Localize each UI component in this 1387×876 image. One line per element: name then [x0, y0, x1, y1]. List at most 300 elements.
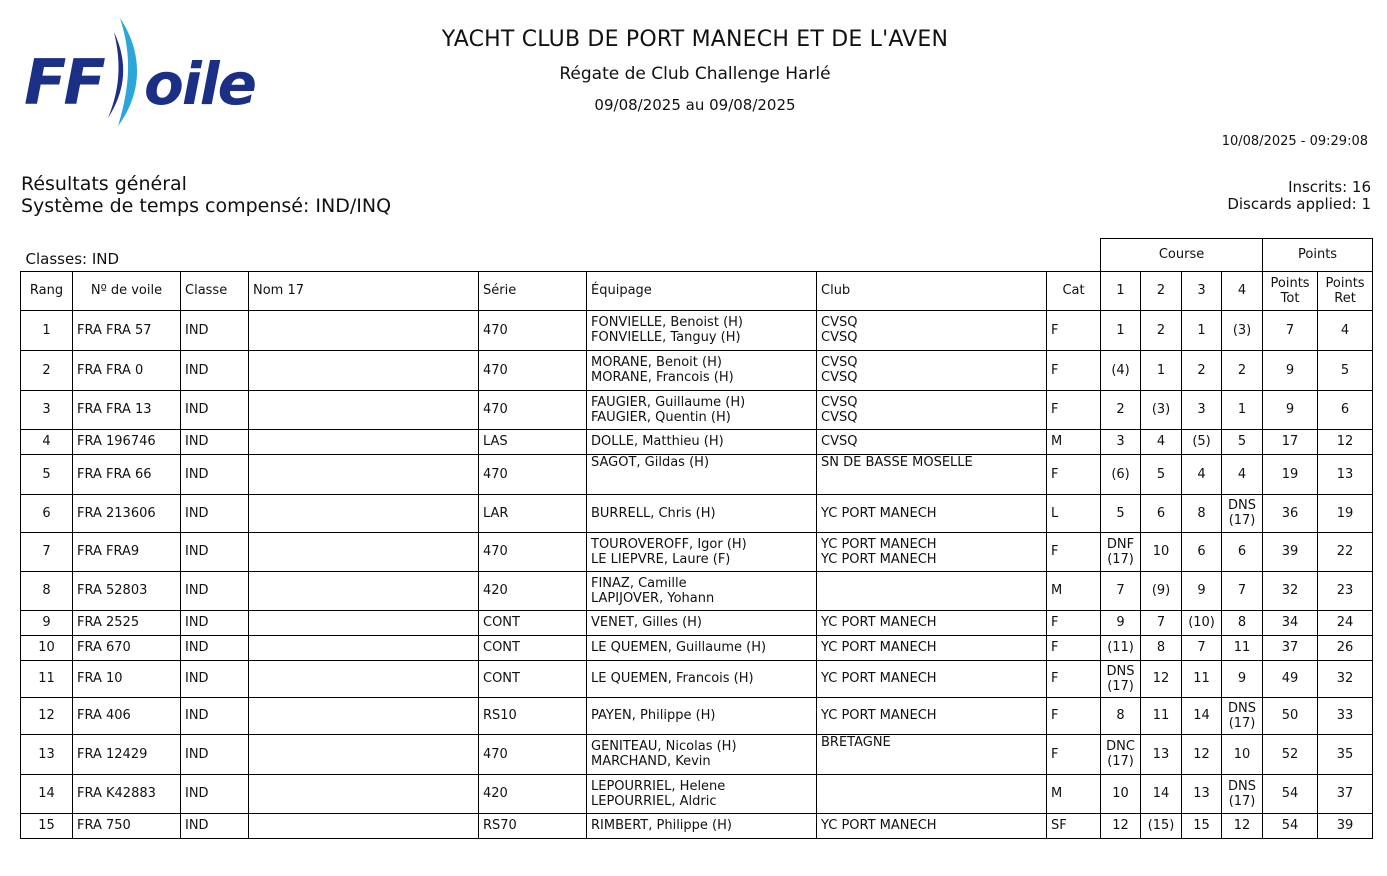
nom-cell	[249, 494, 479, 532]
nom-cell	[249, 454, 479, 494]
crew-cell	[587, 454, 817, 494]
race-1-cell-line: (17)	[1107, 551, 1134, 567]
col-serie: Série	[479, 271, 587, 310]
rang-cell: 14	[21, 774, 73, 813]
crew-cell-line: LEPOURRIEL, Aldric	[591, 793, 717, 809]
club-cell	[817, 494, 1047, 532]
classe-cell: IND	[181, 310, 249, 350]
rang-cell: 1	[21, 310, 73, 350]
race-2-cell	[1141, 429, 1182, 454]
race-4-cell-line: 7	[1237, 583, 1247, 598]
serie-cell: CONT	[479, 635, 587, 660]
club-cell	[817, 697, 1047, 734]
points-tot-cell: 19	[1263, 454, 1318, 494]
race-1-cell-line: 5	[1116, 505, 1125, 521]
crew-cell-line: MARCHAND, Kevin	[591, 754, 711, 769]
club-cell-line: YC PORT MANECH	[821, 551, 937, 567]
race-3-cell	[1182, 310, 1222, 350]
cat-cell: F	[1047, 635, 1101, 660]
race-3-cell-line: 8	[1197, 505, 1206, 521]
race-4-cell-line: DNS	[1228, 700, 1257, 716]
crew-cell	[587, 774, 817, 813]
crew-cell	[587, 429, 817, 454]
club-cell-line: YC PORT MANECH	[821, 640, 937, 655]
crew-cell-line: LAPIJOVER, Yohann	[591, 590, 715, 606]
race-1-cell	[1101, 429, 1141, 454]
cat-cell: F	[1047, 310, 1101, 350]
race-2-cell-line: 13	[1152, 746, 1170, 762]
club-cell	[817, 429, 1047, 454]
race-2-cell	[1141, 610, 1182, 635]
race-1-cell	[1101, 697, 1141, 734]
points-ret-cell: 39	[1318, 813, 1373, 838]
table-row	[21, 310, 1373, 350]
race-2-cell	[1141, 310, 1182, 350]
classe-cell: IND	[181, 697, 249, 734]
race-3-cell-line: 12	[1193, 746, 1210, 762]
sail-number-cell: FRA 10	[73, 660, 181, 697]
race-4-cell-line: 5	[1237, 434, 1247, 449]
points-ret-cell: 32	[1318, 660, 1373, 697]
race-3-cell	[1182, 454, 1222, 494]
classe-cell: IND	[181, 494, 249, 532]
points-tot-cell: 37	[1263, 635, 1318, 660]
cat-cell: SF	[1047, 813, 1101, 838]
club-cell	[817, 813, 1047, 838]
race-1-cell	[1101, 774, 1141, 813]
race-4-cell	[1222, 635, 1263, 660]
race-2-cell	[1141, 813, 1182, 838]
points-tot-cell: 7	[1263, 310, 1318, 350]
race-1-cell	[1101, 635, 1141, 660]
points-ret-cell: 5	[1318, 350, 1373, 390]
race-3-cell-line: 14	[1193, 708, 1210, 723]
crew-cell-line: LEPOURRIEL, Helene	[591, 778, 726, 794]
classe-cell: IND	[181, 350, 249, 390]
cat-cell: M	[1047, 571, 1101, 610]
club-cell-line: CVSQ	[821, 315, 858, 330]
club-cell-line: CVSQ	[821, 434, 858, 449]
col-race-1: 1	[1101, 271, 1141, 310]
race-4-cell-line: 10	[1233, 746, 1251, 762]
serie-cell: 420	[479, 571, 587, 610]
table-row	[21, 390, 1373, 429]
club-name: YACHT CLUB DE PORT MANECH ET DE L'AVEN	[441, 27, 949, 52]
race-2-cell-line: (15)	[1147, 818, 1175, 833]
sail-number-cell: FRA 670	[73, 635, 181, 660]
race-4-cell	[1222, 494, 1263, 532]
course-group-header: Course	[1101, 239, 1263, 272]
club-cell	[817, 350, 1047, 390]
race-1-cell-line: 2	[1116, 402, 1125, 417]
nom-cell	[249, 350, 479, 390]
crew-cell-line: VENET, Gilles (H)	[591, 615, 702, 630]
rang-cell: 10	[21, 635, 73, 660]
race-2-cell-line: (3)	[1151, 402, 1171, 417]
club-cell-line: CVSQ	[821, 409, 858, 425]
race-3-cell-line: (5)	[1192, 434, 1211, 449]
race-3-cell-line: 9	[1197, 583, 1206, 598]
rang-cell: 15	[21, 813, 73, 838]
race-4-cell-line: DNS	[1228, 778, 1257, 794]
club-cell-line: CVSQ	[821, 394, 858, 410]
points-ret-cell: 37	[1318, 774, 1373, 813]
race-1-cell-line: 9	[1116, 615, 1125, 630]
svg-text:oile: oile	[144, 50, 255, 118]
race-4-cell-line: 4	[1237, 466, 1247, 482]
points-tot-cell: 9	[1263, 350, 1318, 390]
club-cell	[817, 390, 1047, 429]
sail-number-cell: FRA 213606	[73, 494, 181, 532]
serie-cell: CONT	[479, 660, 587, 697]
classe-cell: IND	[181, 660, 249, 697]
table-row	[21, 813, 1373, 838]
serie-cell: 470	[479, 390, 587, 429]
race-2-cell-line: 7	[1156, 615, 1166, 630]
race-2-cell-line: 11	[1152, 708, 1170, 723]
classe-cell: IND	[181, 635, 249, 660]
table-row	[21, 532, 1373, 571]
discards-applied: Discards applied: 1	[1227, 195, 1371, 213]
cat-cell: F	[1047, 390, 1101, 429]
rang-cell: 8	[21, 571, 73, 610]
race-3-cell-line: 7	[1197, 640, 1206, 655]
table-row	[21, 350, 1373, 390]
serie-cell: 420	[479, 774, 587, 813]
classe-cell: IND	[181, 390, 249, 429]
sail-number-cell: FRA K42883	[73, 774, 181, 813]
club-cell	[817, 310, 1047, 350]
nom-cell	[249, 774, 479, 813]
race-2-cell	[1141, 494, 1182, 532]
club-cell-line: SN DE BASSE MOSELLE	[821, 454, 973, 470]
race-3-cell-line: 2	[1197, 362, 1206, 378]
race-3-cell-line: 11	[1193, 671, 1210, 686]
classes-label: Classes: IND	[21, 239, 1101, 272]
sail-number-cell: FRA FRA 66	[73, 454, 181, 494]
crew-cell	[587, 494, 817, 532]
club-cell	[817, 734, 1047, 774]
nom-cell	[249, 734, 479, 774]
race-3-cell-line: 15	[1193, 818, 1210, 833]
event-dates: 09/08/2025 au 09/08/2025	[594, 96, 796, 114]
rang-cell: 12	[21, 697, 73, 734]
serie-cell: 470	[479, 350, 587, 390]
cat-cell: F	[1047, 660, 1101, 697]
race-1-cell-line: (11)	[1107, 640, 1134, 655]
race-3-cell	[1182, 734, 1222, 774]
race-4-cell	[1222, 454, 1263, 494]
results-table	[20, 238, 1373, 839]
col-race-3: 3	[1182, 271, 1222, 310]
scoring-system: Système de temps compensé: IND/INQ	[21, 195, 392, 217]
sail-number-cell: FRA FRA9	[73, 532, 181, 571]
nom-cell	[249, 697, 479, 734]
race-1-cell	[1101, 310, 1141, 350]
cat-cell: M	[1047, 774, 1101, 813]
race-2-cell	[1141, 571, 1182, 610]
points-tot-cell: 52	[1263, 734, 1318, 774]
race-1-cell	[1101, 571, 1141, 610]
club-cell	[817, 635, 1047, 660]
race-4-cell	[1222, 350, 1263, 390]
points-ret-cell: 26	[1318, 635, 1373, 660]
ffvoile-logo	[22, 14, 292, 130]
nom-cell	[249, 429, 479, 454]
race-3-cell	[1182, 532, 1222, 571]
cat-cell: M	[1047, 429, 1101, 454]
race-2-cell	[1141, 660, 1182, 697]
sail-number-cell: FRA 52803	[73, 571, 181, 610]
race-2-cell-line: 5	[1156, 466, 1166, 482]
race-1-cell	[1101, 610, 1141, 635]
race-2-cell	[1141, 697, 1182, 734]
race-3-cell	[1182, 390, 1222, 429]
results-title: Résultats général	[21, 173, 187, 195]
race-1-cell	[1101, 813, 1141, 838]
race-1-cell-line: 7	[1116, 583, 1125, 598]
club-cell-line: CVSQ	[821, 355, 858, 370]
race-4-cell	[1222, 610, 1263, 635]
race-1-cell	[1101, 454, 1141, 494]
crew-cell-line: GENITEAU, Nicolas (H)	[591, 739, 737, 754]
table-row	[21, 429, 1373, 454]
table-row	[21, 660, 1373, 697]
race-3-cell-line: (10)	[1188, 615, 1215, 630]
race-3-cell	[1182, 697, 1222, 734]
race-1-cell-line: DNF	[1106, 536, 1135, 552]
rang-cell: 2	[21, 350, 73, 390]
race-1-cell	[1101, 734, 1141, 774]
points-ret-cell: 4	[1318, 310, 1373, 350]
points-tot-cell: 17	[1263, 429, 1318, 454]
rang-cell: 7	[21, 532, 73, 571]
rang-cell: 4	[21, 429, 73, 454]
race-4-cell	[1222, 310, 1263, 350]
race-3-cell	[1182, 429, 1222, 454]
race-4-cell	[1222, 390, 1263, 429]
cat-cell: F	[1047, 350, 1101, 390]
nom-cell	[249, 813, 479, 838]
crew-cell-line: LE QUEMEN, Guillaume (H)	[591, 640, 767, 655]
race-2-cell	[1141, 734, 1182, 774]
club-cell-line: YC PORT MANECH	[821, 708, 937, 723]
race-4-cell-line: 12	[1233, 818, 1251, 833]
classe-cell: IND	[181, 813, 249, 838]
race-4-cell-line: (3)	[1232, 322, 1252, 338]
crew-cell-line: LE QUEMEN, Francois (H)	[591, 671, 754, 686]
col-points-ret: Points Ret	[1318, 271, 1373, 310]
crew-cell	[587, 660, 817, 697]
serie-cell: 470	[479, 454, 587, 494]
race-3-cell	[1182, 774, 1222, 813]
race-3-cell-line: 4	[1197, 466, 1206, 482]
race-4-cell-line: 8	[1237, 615, 1247, 630]
points-ret-cell: 6	[1318, 390, 1373, 429]
race-3-cell	[1182, 813, 1222, 838]
col-race-4: 4	[1222, 271, 1263, 310]
classe-cell: IND	[181, 454, 249, 494]
race-1-cell	[1101, 390, 1141, 429]
crew-cell-line: MORANE, Francois (H)	[591, 370, 734, 385]
race-2-cell-line: 1	[1156, 362, 1166, 378]
race-4-cell	[1222, 734, 1263, 774]
nom-cell	[249, 610, 479, 635]
crew-cell	[587, 813, 817, 838]
race-4-cell	[1222, 571, 1263, 610]
points-group-header: Points	[1263, 239, 1373, 272]
sail-number-cell: FRA 12429	[73, 734, 181, 774]
race-4-cell-line: (17)	[1228, 715, 1256, 731]
race-1-cell-line: (4)	[1111, 362, 1130, 378]
crew-cell-line: MORANE, Benoit (H)	[591, 355, 722, 370]
race-4-cell-line: (17)	[1228, 513, 1256, 528]
table-row	[21, 635, 1373, 660]
classe-cell: IND	[181, 571, 249, 610]
race-4-cell-line: 6	[1237, 544, 1247, 559]
table-row	[21, 610, 1373, 635]
club-cell	[817, 610, 1047, 635]
race-3-cell-line: 6	[1197, 544, 1206, 559]
cat-cell: F	[1047, 697, 1101, 734]
crew-cell	[587, 390, 817, 429]
race-1-cell-line: 8	[1116, 708, 1125, 723]
club-cell	[817, 454, 1047, 494]
classe-cell: IND	[181, 610, 249, 635]
crew-cell-line: FAUGIER, Guillaume (H)	[591, 394, 746, 410]
race-4-cell-line: 9	[1237, 671, 1247, 686]
club-cell-line: YC PORT MANECH	[821, 671, 937, 686]
rang-cell: 9	[21, 610, 73, 635]
col-points-tot: Points Tot	[1263, 271, 1318, 310]
race-4-cell-line: 2	[1237, 362, 1247, 378]
race-2-cell	[1141, 635, 1182, 660]
nom-cell	[249, 635, 479, 660]
points-tot-cell: 54	[1263, 774, 1318, 813]
rang-cell: 5	[21, 454, 73, 494]
race-4-cell-line: 11	[1233, 640, 1251, 655]
race-3-cell	[1182, 350, 1222, 390]
cat-cell: F	[1047, 610, 1101, 635]
race-3-cell	[1182, 635, 1222, 660]
table-row	[21, 571, 1373, 610]
race-4-cell-line: (17)	[1228, 793, 1256, 809]
race-4-cell	[1222, 532, 1263, 571]
club-cell	[817, 532, 1047, 571]
column-header-row	[21, 271, 1373, 310]
table-row	[21, 734, 1373, 774]
inscrits-count: Inscrits: 16	[1288, 178, 1371, 196]
race-1-cell	[1101, 494, 1141, 532]
serie-cell: RS10	[479, 697, 587, 734]
crew-cell	[587, 310, 817, 350]
club-cell-line: BRETAGNE	[821, 734, 891, 750]
points-ret-cell: 12	[1318, 429, 1373, 454]
race-1-cell-line: (17)	[1107, 678, 1134, 694]
points-ret-cell: 23	[1318, 571, 1373, 610]
crew-cell-line: FONVIELLE, Benoist (H)	[591, 315, 743, 330]
crew-cell-line: FINAZ, Camille	[591, 575, 687, 591]
race-4-cell	[1222, 774, 1263, 813]
race-1-cell	[1101, 660, 1141, 697]
col-equipage: Équipage	[587, 271, 817, 310]
serie-cell: 470	[479, 532, 587, 571]
race-4-cell-line: 1	[1237, 402, 1247, 417]
crew-cell	[587, 350, 817, 390]
points-ret-cell: 13	[1318, 454, 1373, 494]
club-cell	[817, 774, 1047, 813]
nom-cell	[249, 660, 479, 697]
race-4-cell	[1222, 697, 1263, 734]
race-4-cell-line: DNS	[1228, 498, 1257, 513]
serie-cell: 470	[479, 310, 587, 350]
col-classe: Classe	[181, 271, 249, 310]
crew-cell-line: BURRELL, Chris (H)	[591, 505, 716, 521]
race-2-cell	[1141, 390, 1182, 429]
race-2-cell-line: 14	[1152, 786, 1170, 801]
serie-cell: LAS	[479, 429, 587, 454]
cat-cell: L	[1047, 494, 1101, 532]
points-ret-cell: 35	[1318, 734, 1373, 774]
table-row	[21, 697, 1373, 734]
crew-cell	[587, 697, 817, 734]
points-ret-cell: 19	[1318, 494, 1373, 532]
nom-cell	[249, 571, 479, 610]
race-2-cell	[1141, 774, 1182, 813]
points-tot-cell: 34	[1263, 610, 1318, 635]
race-2-cell-line: 6	[1156, 505, 1166, 521]
club-cell-line: CVSQ	[821, 330, 858, 345]
col-club: Club	[817, 271, 1047, 310]
race-3-cell	[1182, 610, 1222, 635]
cat-cell: F	[1047, 454, 1101, 494]
race-1-cell-line: DNS	[1106, 663, 1135, 679]
points-tot-cell: 49	[1263, 660, 1318, 697]
sail-number-cell: FRA 750	[73, 813, 181, 838]
logo-text: FF	[24, 46, 103, 119]
crew-cell	[587, 532, 817, 571]
club-cell-line: CVSQ	[821, 370, 858, 385]
col-race-2: 2	[1141, 271, 1182, 310]
race-2-cell	[1141, 350, 1182, 390]
club-cell-line: YC PORT MANECH	[821, 505, 937, 521]
points-tot-cell: 36	[1263, 494, 1318, 532]
table-row	[21, 494, 1373, 532]
crew-cell-line: FAUGIER, Quentin (H)	[591, 409, 731, 425]
serie-cell: 470	[479, 734, 587, 774]
race-3-cell-line: 13	[1193, 786, 1210, 801]
race-1-cell-line: 12	[1112, 818, 1129, 833]
classe-cell: IND	[181, 532, 249, 571]
points-ret-cell: 33	[1318, 697, 1373, 734]
classe-cell: IND	[181, 774, 249, 813]
club-cell-line: YC PORT MANECH	[821, 818, 937, 833]
sail-number-cell: FRA FRA 0	[73, 350, 181, 390]
points-tot-cell: 54	[1263, 813, 1318, 838]
points-tot-cell: 50	[1263, 697, 1318, 734]
points-tot-cell: 39	[1263, 532, 1318, 571]
race-3-cell-line: 1	[1197, 322, 1206, 338]
race-2-cell	[1141, 454, 1182, 494]
classe-cell: IND	[181, 734, 249, 774]
race-1-cell-line: 10	[1112, 786, 1129, 801]
cat-cell: F	[1047, 734, 1101, 774]
race-3-cell	[1182, 571, 1222, 610]
print-timestamp: 10/08/2025 - 09:29:08	[1221, 134, 1368, 149]
serie-cell: CONT	[479, 610, 587, 635]
club-cell-line: YC PORT MANECH	[821, 615, 937, 630]
crew-cell-line: RIMBERT, Philippe (H)	[591, 818, 732, 833]
